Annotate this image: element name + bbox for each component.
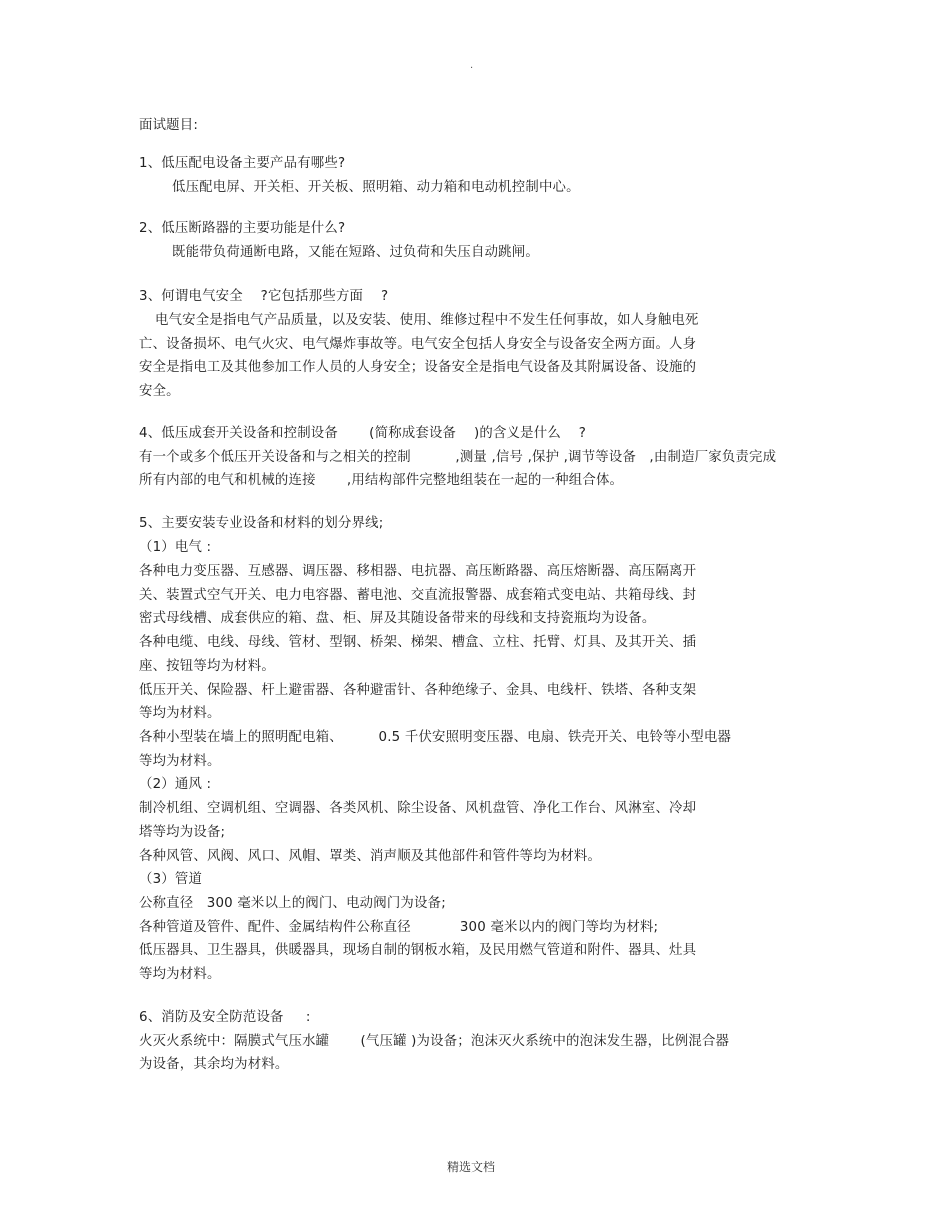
section-5-line: 各种小型装在墙上的照明配电箱、 0.5 千伏安照明变压器、电扇、铁壳开关、电铃等小型电器 [139, 730, 732, 745]
section-5-line: 等均为材料。 [139, 754, 221, 769]
section-5-line: 制冷机组、空调机组、空调器、各类风机、除尘设备、风机盘管、净化工作台、风淋室、冷却 [139, 801, 697, 816]
answer-3-line: 安全是指电工及其他参加工作人员的人身安全；设备安全是指电气设备及其附属设备、设施的 [139, 360, 697, 375]
question-4: 4、低压成套开关设备和控制设备 (简称成套设备 )的含义是什么 ? [139, 426, 587, 441]
answer-1: 低压配电屏、开关柜、开关板、照明箱、动力箱和电动机控制中心。 [172, 180, 580, 195]
answer-2: 既能带负荷通断电路，又能在短路、过负荷和失压自动跳闸。 [172, 245, 539, 260]
section-5-line: 各种风管、风阀、风口、风帽、罩类、消声顺及其他部件和管件等均为材料。 [139, 849, 602, 864]
section-5-line: 低压开关、保险器、杆上避雷器、各种避雷针、各种绝缘子、金具、电线杆、铁塔、各种支架 [139, 683, 697, 698]
section-5-line: 各种管道及管件、配件、金属结构件公称直径 300 毫米以内的阀门等均为材料; [139, 920, 659, 935]
section-5-line: 各种电缆、电线、母线、管材、型钢、桥架、梯架、槽盒、立柱、托臂、灯具、及其开关、插 [139, 635, 697, 650]
answer-3-line: 电气安全是指电气产品质量，以及安装、使用、维修过程中不发生任何事故，如人身触电死 [155, 313, 699, 328]
answer-3-line: 亡、设备损坏、电气火灾、电气爆炸事故等。电气安全包括人身安全与设备安全两方面。人身 [139, 337, 697, 352]
section-5-line: 座、按钮等均为材料。 [139, 659, 275, 674]
header-dot: . [470, 60, 474, 71]
section-5-line: （3）管道 [139, 872, 203, 887]
section-5-line: 密式母线槽、成套供应的箱、盘、柜、屏及其随设备带来的母线和支持瓷瓶均为设备。 [139, 611, 656, 626]
section-5-line: （1）电气 : [139, 540, 212, 555]
section-5-line: 等均为材料。 [139, 706, 221, 721]
section-5-line: 等均为材料。 [139, 967, 221, 982]
question-1: 1、低压配电设备主要产品有哪些? [139, 156, 346, 171]
footer-label: 精选文档 [447, 1160, 496, 1174]
answer-4-line: 所有内部的电气和机械的连接 ,用结构部件完整地组装在一起的一种组合体。 [139, 473, 624, 488]
section-5-line: 公称直径 300 毫米以上的阀门、电动阀门为设备; [139, 896, 446, 911]
answer-4-line: 有一个或多个低压开关设备和与之相关的控制 ,测量 ,信号 ,保护 ,调节等设备 ,由制造厂家负责完成 [139, 450, 777, 465]
question-2: 2、低压断路器的主要功能是什么? [139, 221, 346, 236]
document-title: 面试题目: [139, 118, 199, 133]
question-6: 6、消防及安全防范设备 : [139, 1010, 311, 1025]
answer-6-line: 为设备，其余均为材料。 [139, 1057, 289, 1072]
section-5-line: 关、装置式空气开关、电力电容器、蓄电池、交直流报警器、成套箱式变电站、共箱母线、封 [139, 588, 697, 603]
section-5-line: （2）通风 : [139, 777, 212, 792]
question-3: 3、何谓电气安全 ?它包括那些方面 ? [139, 289, 389, 304]
question-5: 5、主要安装专业设备和材料的划分界线; [139, 516, 384, 531]
section-5-line: 低压器具、卫生器具，供暖器具，现场自制的钢板水箱，及民用燃气管道和附件、器具、灶具 [139, 943, 697, 958]
answer-3-line: 安全。 [139, 384, 180, 399]
section-5-line: 各种电力变压器、互感器、调压器、移相器、电抗器、高压断路器、高压熔断器、高压隔离开 [139, 564, 697, 579]
section-5-line: 塔等均为设备; [139, 825, 226, 840]
answer-6-line: 火灭火系统中：隔膜式气压水罐 (气压罐 )为设备；泡沫灭火系统中的泡沫发生器，比例混合器 [139, 1034, 730, 1049]
